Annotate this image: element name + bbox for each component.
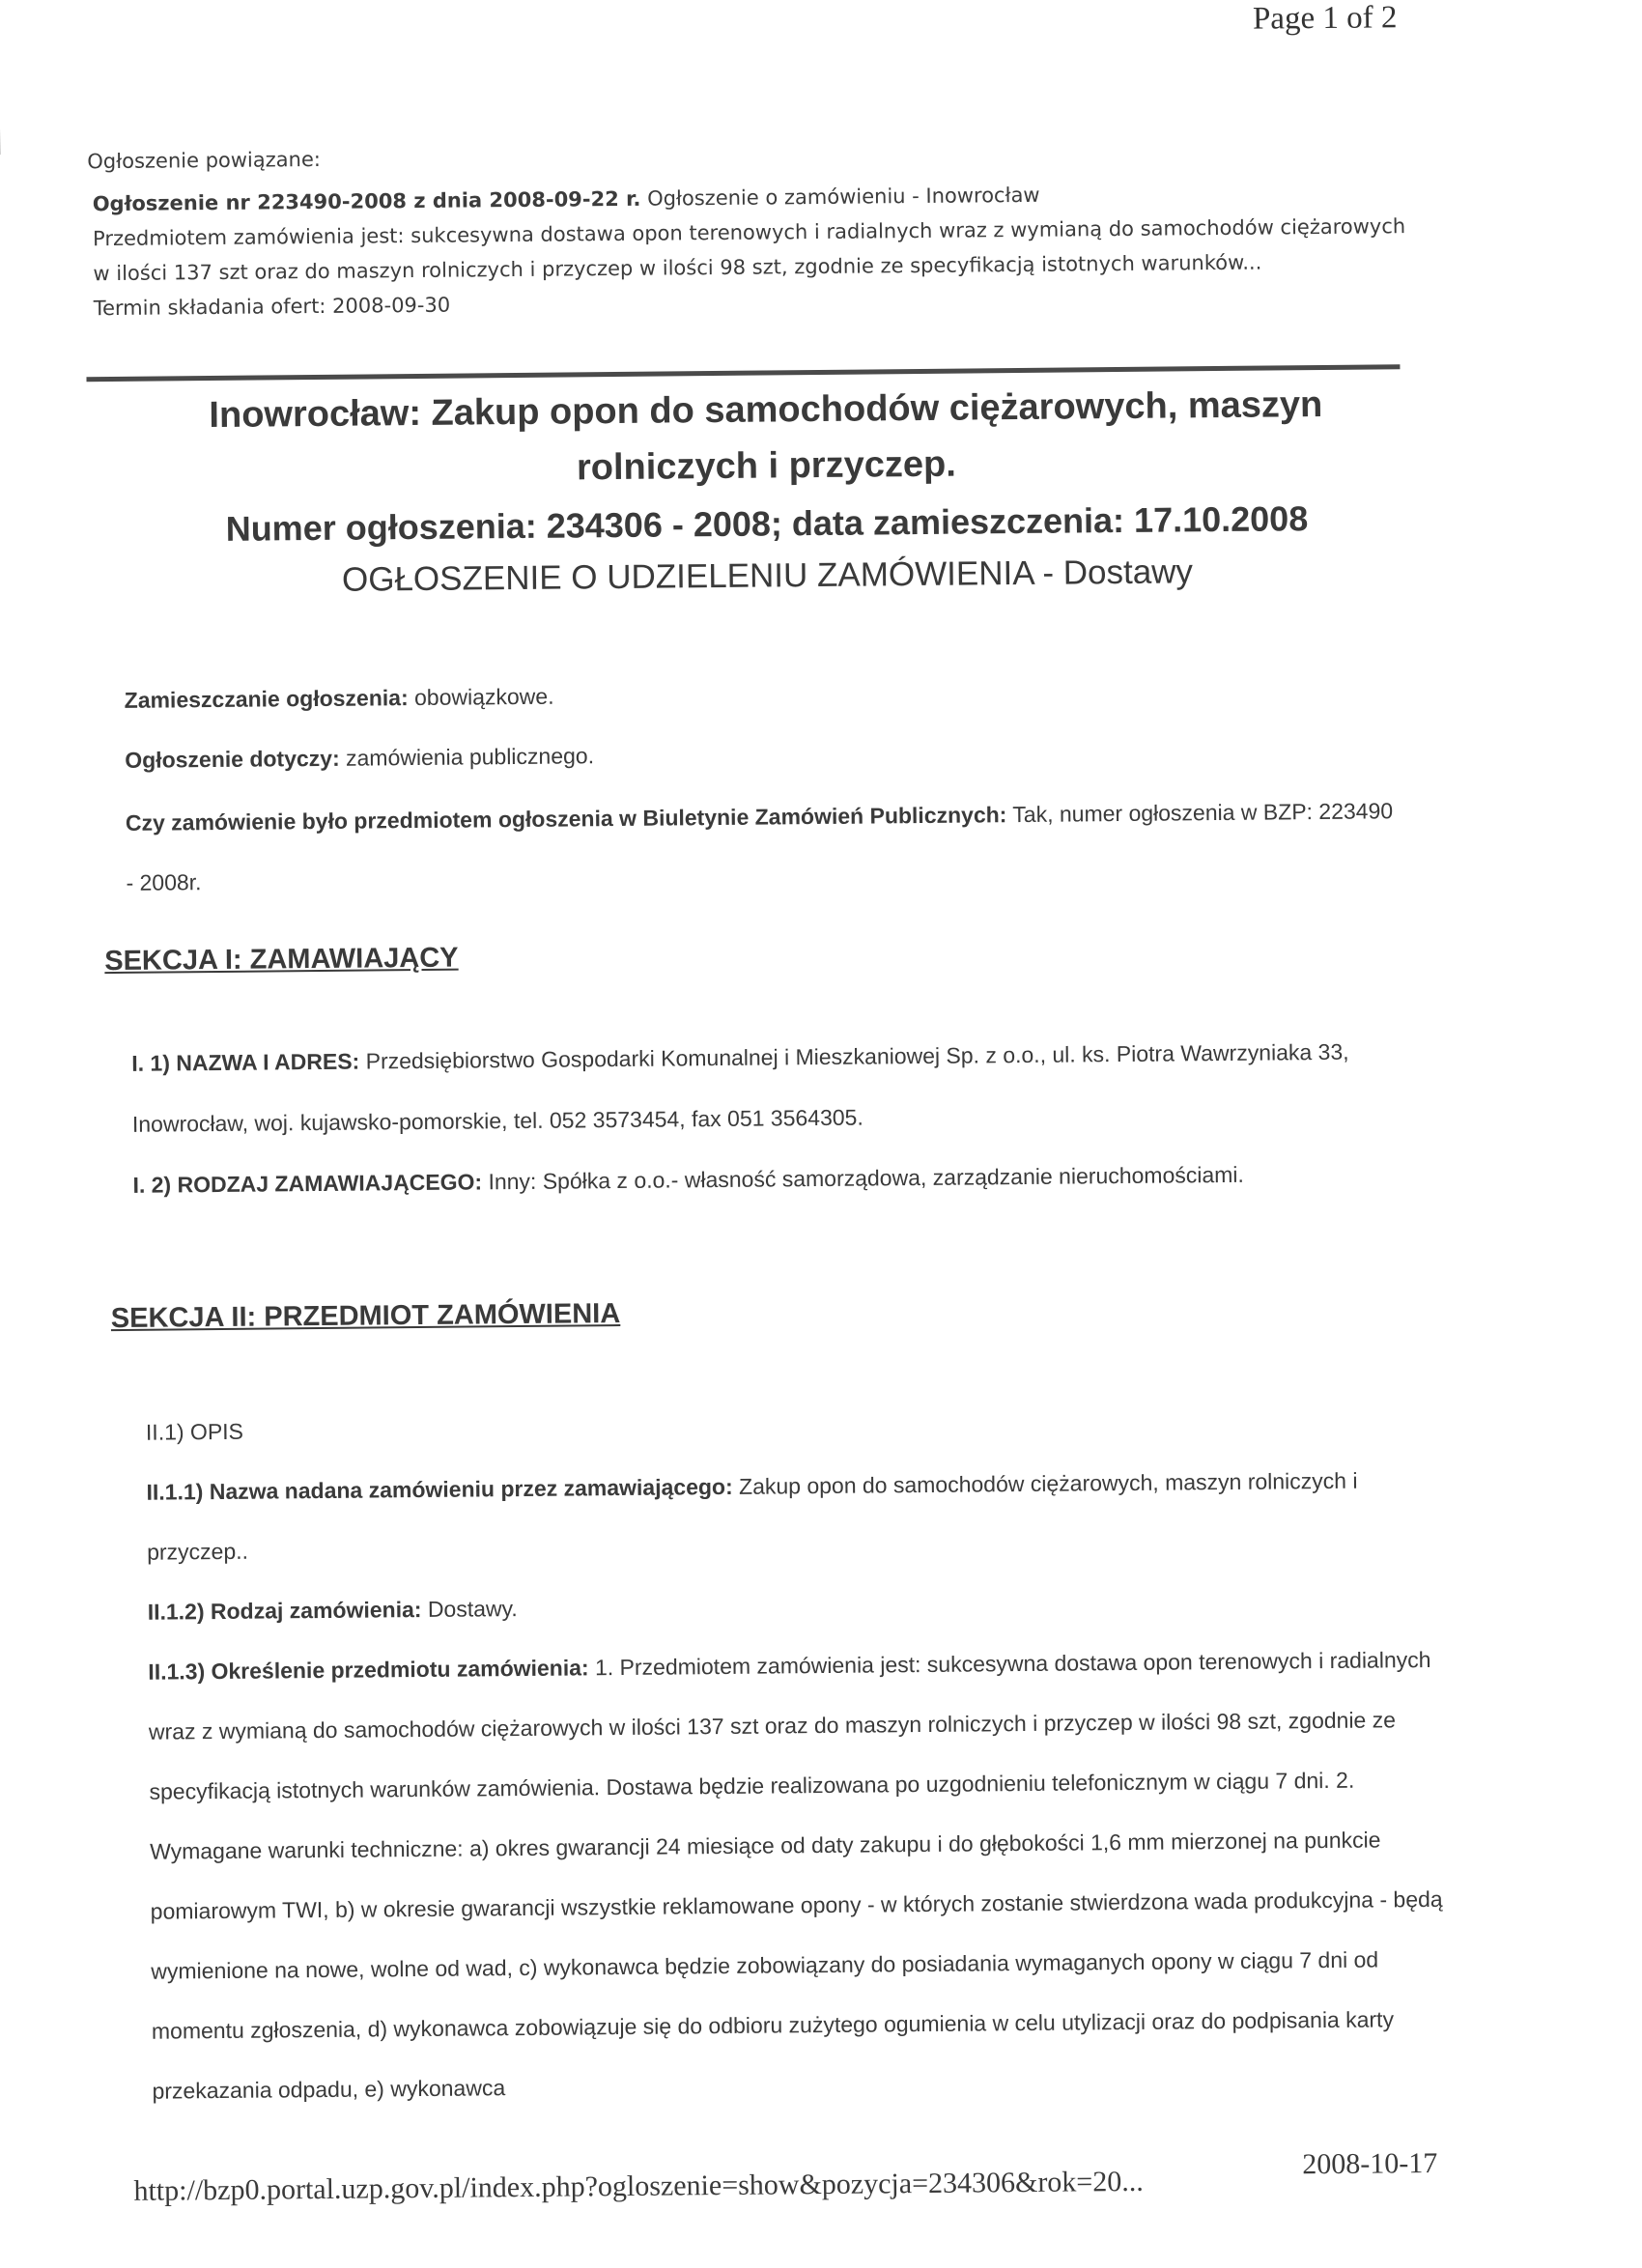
section-contracting-authority: [104, 933, 1440, 1216]
section1-heading: SEKCJA I: ZAMAWIAJĄCY: [104, 933, 1437, 978]
related-notice-ref[interactable]: Ogłoszenie nr 223490-2008 z dnia 2008-09-22 r.: [93, 187, 641, 215]
meta-bzp-label: Czy zamówienie było przedmiotem ogłoszenia w Biuletynie Zamówień Publicznych:: [126, 802, 1007, 836]
notice-meta: [125, 672, 1401, 942]
meta-bzp: [126, 780, 1401, 913]
meta-concerns-label: Ogłoszenie dotyczy:: [125, 746, 340, 773]
page-indicator: Page 1 of 2: [1253, 0, 1398, 37]
item-value: Przedsiębiorstwo Gospodarki Komunalnej i Mieszkaniowej Sp. z o.o., ul. ks. Piotra Wawrzyniaka 33, Inowrocław, woj. kujawsko-pomorskie, tel. 052 3573454, fax 051 3564305.: [132, 1039, 1349, 1137]
related-notice-deadline: Termin składania ofert: 2008-09-30: [94, 294, 451, 321]
section-contract-subject: [111, 1290, 1471, 2121]
section2-item-description: [148, 1630, 1471, 2121]
related-notice-label: Ogłoszenie powiązane:: [87, 137, 1420, 173]
document-title: Inowrocław: Zakup opon do samochodów ciężarowych, maszyn rolniczych i przyczep.: [138, 376, 1395, 499]
related-notice-entry: [88, 174, 1422, 326]
related-notice-subject: Przedmiotem zamówienia jest: sukcesywna dostawa opon terenowych i radialnych wraz z wymianą do samochodów ciężarowych w ilości 137 szt oraz do maszyn rolniczych i przyczep w ilości 98 szt, zgodnie ze specyfikacją istotnych warunków...: [93, 214, 1405, 285]
item-label: II.1.2) Rodzaj zamówienia:: [148, 1597, 422, 1625]
related-notice-ref-rest: Ogłoszenie o zamówieniu - Inowrocław: [640, 184, 1039, 211]
item-value: Zakup opon do samochodów ciężarowych, maszyn rolniczych i przyczep..: [147, 1468, 1358, 1565]
meta-bzp-value: Tak, numer ogłoszenia w BZP: 223490 - 2008r.: [126, 798, 1393, 895]
section2-heading: SEKCJA II: PRZEDMIOT ZAMÓWIENIA: [111, 1290, 1463, 1335]
footer-date: 2008-10-17: [1302, 2147, 1437, 2181]
meta-publication-value: obowiązkowe.: [409, 684, 554, 710]
print-footer: [133, 2163, 1466, 2208]
item-label: I. 2) RODZAJ ZAMAWIAJĄCEGO:: [132, 1169, 482, 1197]
item-value: Inny: Spółka z o.o.- własność samorządowa, zarządzanie nieruchomościami.: [482, 1162, 1244, 1195]
related-notice: [87, 137, 1422, 326]
meta-concerns-value: zamówienia publicznego.: [340, 743, 595, 771]
meta-publication: [125, 672, 1400, 716]
meta-concerns: [125, 732, 1400, 776]
item-label: I. 1) NAZWA I ADRES:: [131, 1049, 359, 1076]
item-label: II.1.3) Określenie przedmiotu zamówienia:: [148, 1655, 589, 1684]
title-block: [138, 376, 1396, 606]
section2-opis: II.1) OPIS: [146, 1390, 1465, 1462]
section2-item-name: [146, 1450, 1465, 1582]
item-label: II.1.1) Nazwa nadana zamówieniu przez zamawiającego:: [146, 1474, 732, 1505]
item-value: Dostawy.: [421, 1596, 518, 1622]
section1-item-authority-type: [132, 1143, 1440, 1216]
footer-url[interactable]: http://bzp0.portal.uzp.gov.pl/index.php?ogloszenie=show&pozycja=234306&rok=20...: [133, 2166, 1144, 2207]
meta-publication-label: Zamieszczanie ogłoszenia:: [125, 685, 409, 713]
notice-type: OGŁOSZENIE O UDZIELENIU ZAMÓWIENIA - Dostawy: [139, 546, 1395, 606]
notice-number-line: Numer ogłoszenia: 234306 - 2008; data zamieszczenia: 17.10.2008: [139, 494, 1395, 553]
item-value: 1. Przedmiotem zamówienia jest: sukcesywna dostawa opon terenowych i radialnych wraz z wymianą do samochodów ciężarowych w ilości 137 szt oraz do maszyn rolniczych i przyczep w ilości 98 szt, zgodnie ze specyfikacją istotnych warunków zamówienia. Dostawa będzie realizowana po uzgodnieniu telefonicznym w ciągu 7 dni. 2. Wymagane warunki techniczne: a) okres gwarancji 24 miesiące od daty zakupu i do głębokości 1,6 mm mierzonej na punkcie pomiarowym TWI, b) w okresie gwarancji wszystkie reklamowane opony - w których zostanie stwierdzona wada produkcyjna - będą wymienione na nowe, wolne od wad, c) wykonawca będzie zobowiązany do posiadania wymaganych opony w ciągu 7 dni od momentu zgłoszenia, d) wykonawca zobowiązuje się do odbioru zużytego ogumienia w celu utylizacji oraz do podpisania karty przekazania odpadu, e) wykonawca: [149, 1647, 1443, 2104]
section1-item-name-address: [131, 1021, 1439, 1155]
